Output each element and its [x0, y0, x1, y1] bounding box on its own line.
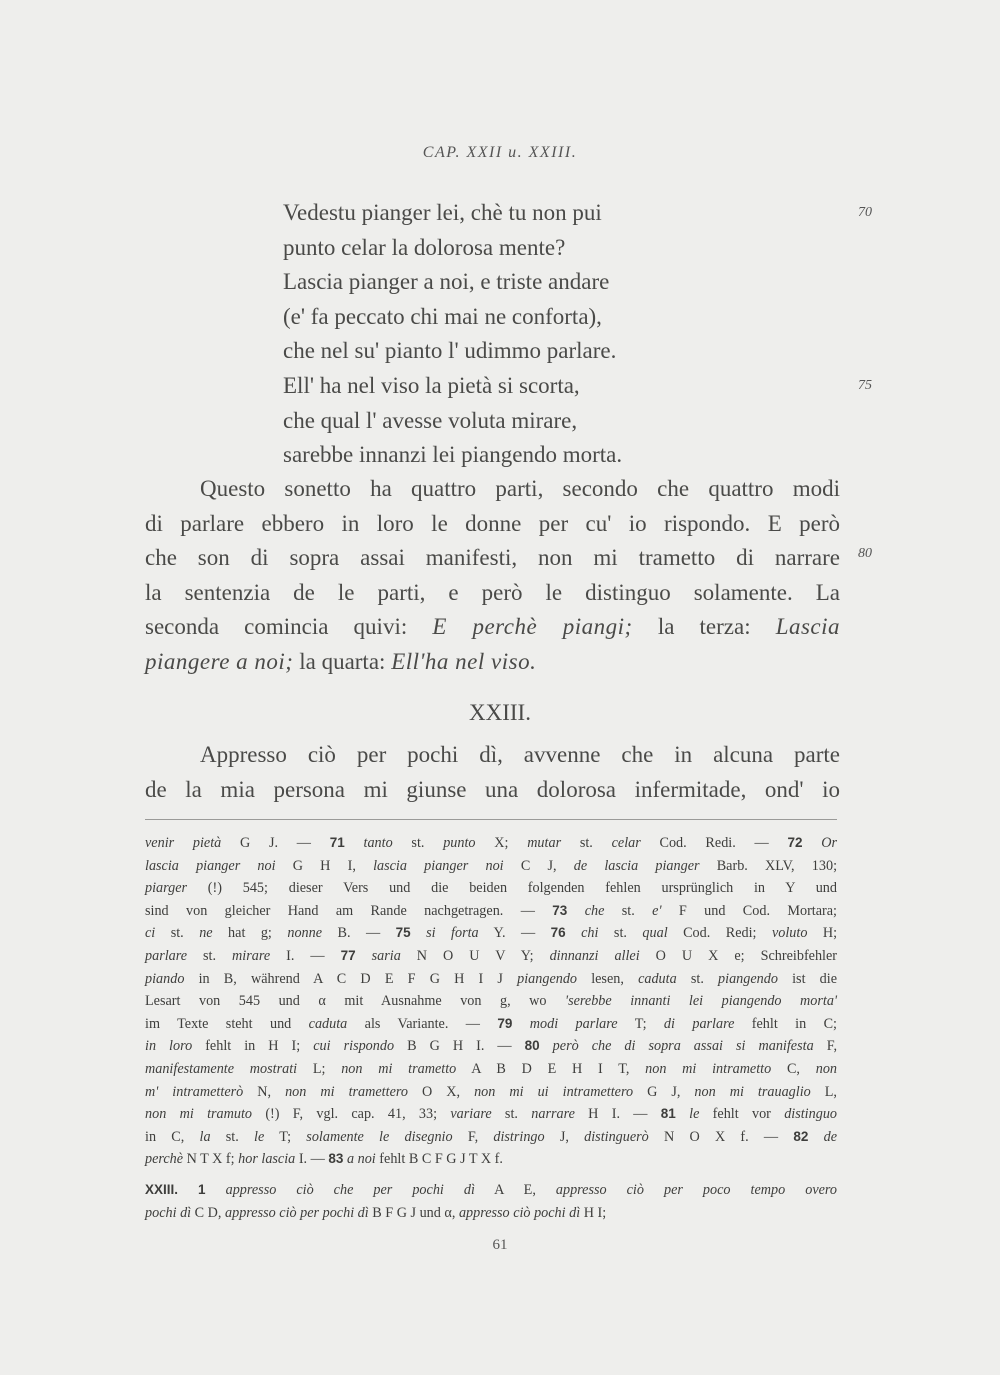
apparatus-text	[676, 1106, 689, 1122]
variant-reading: solamente le disegnio	[306, 1128, 453, 1145]
line-reference: 72	[787, 835, 803, 850]
prose-line: la sentenzia de le parti, e però le distinguo solamente. La	[145, 579, 840, 605]
apparatus-text: H I. —	[574, 1106, 661, 1123]
apparatus-text: J,	[544, 1128, 585, 1145]
variant-reading: voluto	[771, 925, 808, 942]
apparatus-text	[206, 1182, 226, 1198]
sonnet-part-quote: Lascia	[775, 614, 841, 640]
apparatus-text: H I;	[580, 1204, 607, 1221]
verse-line: sarebbe innanzi lei piangendo morta.	[283, 442, 623, 468]
page-number: 61	[492, 1237, 508, 1253]
variant-reading: non mi tramettero	[285, 1083, 408, 1100]
apparatus-text: G H I,	[275, 857, 374, 874]
line-reference: 1	[198, 1181, 206, 1197]
prose-text: la terza:	[657, 614, 751, 640]
apparatus-text: in C,	[145, 1128, 200, 1145]
variant-reading: distinguerò	[584, 1128, 649, 1145]
apparatus-text: N,	[243, 1083, 286, 1100]
apparatus-text: X;	[475, 835, 528, 851]
chapter-heading: XXIII.	[469, 700, 531, 725]
critical-apparatus	[145, 832, 837, 1224]
line-reference: 79	[497, 1015, 513, 1031]
variant-reading: in loro	[145, 1038, 193, 1055]
apparatus-text: G J,	[633, 1083, 695, 1100]
variant-reading: non mi intrametto	[645, 1060, 772, 1077]
variant-reading: mirare	[232, 947, 271, 964]
variant-reading: non mi tramuto	[145, 1106, 253, 1123]
apparatus-line	[145, 1035, 837, 1058]
apparatus-text: sind von gleicher Hand am Rande nachgetragen. —	[145, 902, 553, 919]
variant-reading: non mi ui intramettero	[474, 1083, 634, 1100]
apparatus-text: G J. —	[221, 835, 330, 851]
apparatus-line	[145, 1126, 837, 1149]
apparatus-text: fehlt in C;	[734, 1015, 837, 1032]
footnote-divider	[145, 819, 837, 820]
variant-reading: però che di sopra assai si manifesta	[552, 1038, 814, 1055]
variant-reading: tanto	[363, 835, 393, 851]
running-head: CAP. XXII u. XXIII.	[422, 144, 578, 161]
variant-reading: nonne	[287, 925, 323, 942]
verse-line: Vedestu pianger lei, chè tu non pui	[283, 200, 602, 225]
variant-reading: variare	[450, 1106, 492, 1123]
apparatus-line	[145, 832, 837, 855]
variant-reading: non	[815, 1060, 837, 1077]
variant-reading: parlare	[145, 947, 188, 964]
variant-reading: de lascia pianger	[573, 857, 700, 874]
apparatus-line	[145, 855, 837, 878]
apparatus-line	[145, 922, 837, 945]
variant-reading: caduta	[638, 970, 677, 987]
apparatus-text: st.	[598, 925, 643, 942]
variant-reading: 'serebbe innanti lei piangendo morta'	[565, 993, 837, 1010]
variant-reading: si forta	[426, 925, 479, 942]
variant-reading: hor lascia	[238, 1151, 296, 1168]
line-reference: 73	[552, 902, 568, 918]
apparatus-text: L;	[297, 1060, 342, 1077]
apparatus-text: als Variante. —	[347, 1015, 498, 1032]
prose-text: seconda comincia quivi:	[145, 614, 408, 640]
prose-line: Questo sonetto ha quattro parti, secondo che quattro modi	[200, 476, 840, 501]
apparatus-text: N O X f. —	[648, 1128, 794, 1145]
variant-reading: manifestamente mostrati	[145, 1060, 298, 1077]
variant-reading: non mi trauaglio	[694, 1083, 811, 1100]
variant-reading: appresso ciò pochi dì	[458, 1204, 581, 1221]
variant-reading: de	[823, 1128, 838, 1145]
variant-reading: piarger	[145, 880, 188, 897]
verse-line: Ell' ha nel viso la pietà si scorta,	[283, 372, 580, 398]
apparatus-text: N T X f;	[183, 1151, 239, 1168]
verse-line: punto celar la dolorosa mente?	[283, 234, 566, 260]
verse-line: Lascia pianger a noi, e triste andare	[283, 269, 610, 295]
variant-reading: che	[584, 902, 605, 919]
variant-reading: dinnanzi allei	[549, 947, 640, 964]
apparatus-line	[145, 1179, 837, 1202]
line-reference: 75	[395, 925, 411, 941]
variant-reading: saria	[371, 947, 401, 964]
prose-line	[145, 645, 840, 680]
apparatus-text: F und Cod. Mortara;	[661, 902, 838, 919]
apparatus-text: O X,	[407, 1083, 475, 1100]
prose-line: de la mia persona mi giunse una dolorosa infermitade, ond' io	[145, 776, 840, 802]
apparatus-text: Cod. Redi;	[667, 925, 772, 942]
variant-reading: distringo	[493, 1128, 545, 1145]
apparatus-text: T;	[617, 1015, 664, 1032]
apparatus-text	[411, 925, 426, 941]
apparatus-text: Cod. Redi. —	[640, 835, 788, 851]
apparatus-text: A E,	[474, 1181, 556, 1198]
apparatus-text: st.	[210, 1128, 255, 1145]
variant-reading: e'	[652, 902, 662, 919]
variant-reading: modi parlare	[529, 1015, 618, 1032]
apparatus-text: L,	[810, 1083, 837, 1100]
apparatus-text	[808, 1129, 823, 1145]
apparatus-text: C D,	[191, 1204, 226, 1221]
variant-reading: cui rispondo	[313, 1038, 395, 1055]
apparatus-text: fehlt vor	[699, 1106, 785, 1123]
apparatus-text: st.	[187, 947, 233, 964]
apparatus-line	[145, 1058, 837, 1081]
apparatus-text: C J,	[503, 857, 574, 874]
prose-line: di parlare ebbero in loro le donne per cu' io rispondo. E però	[145, 510, 840, 536]
prose-paragraph-chapter-xxiii	[145, 738, 840, 807]
variant-reading: caduta	[308, 1015, 348, 1032]
variant-reading: celar	[611, 835, 641, 851]
apparatus-text: I. —	[295, 1151, 329, 1168]
line-number-75: 75	[858, 378, 872, 393]
apparatus-text: H;	[807, 925, 838, 942]
variant-reading: chi	[581, 925, 599, 942]
line-reference: 76	[550, 925, 566, 941]
variant-reading: qual	[642, 925, 668, 942]
apparatus-text: (!) F, vgl. cap. 41, 33;	[252, 1106, 451, 1123]
apparatus-text: st.	[392, 835, 444, 851]
line-reference: 80	[524, 1038, 540, 1054]
apparatus-text	[345, 835, 364, 851]
apparatus-text	[802, 835, 821, 851]
line-reference: 71	[329, 835, 345, 850]
apparatus-text: O U X e; Schreibfehler	[639, 947, 838, 964]
apparatus-line	[145, 1202, 837, 1225]
verse-line: che nel su' pianto l' udimmo parlare.	[283, 338, 617, 364]
line-reference: 77	[340, 947, 356, 963]
apparatus-text: F,	[452, 1128, 494, 1145]
variant-reading: distinguo	[784, 1106, 838, 1123]
apparatus-text: (!) 545; dieser Vers und die beiden folgenden fehlen ursprünglich in Y und	[187, 880, 837, 897]
apparatus-text: fehlt in H I;	[192, 1038, 314, 1055]
apparatus-text	[567, 903, 584, 919]
prose-text: la quarta:	[299, 648, 386, 674]
sonnet-verse	[283, 196, 713, 473]
apparatus-text: Barb. XLV, 130;	[699, 857, 838, 874]
variant-reading: a noi	[346, 1151, 376, 1168]
apparatus-line	[145, 1081, 837, 1104]
variant-reading: appresso ciò per poco tempo overo	[555, 1181, 837, 1198]
variant-reading: non mi trametto	[341, 1060, 457, 1077]
apparatus-line	[145, 900, 837, 923]
apparatus-text	[566, 925, 581, 941]
apparatus-text	[178, 1182, 198, 1198]
apparatus-text: st.	[491, 1106, 532, 1123]
variant-reading: le	[689, 1106, 700, 1123]
variant-reading: venir pietà	[145, 835, 222, 851]
apparatus-text: st.	[604, 902, 653, 919]
apparatus-line	[145, 877, 837, 900]
prose-line	[145, 610, 840, 645]
apparatus-text: Lesart von 545 und α mit Ausnahme von g, wo	[145, 993, 566, 1010]
variant-reading: ci	[145, 925, 156, 942]
variant-reading: la	[199, 1128, 211, 1145]
apparatus-text: im Texte steht und	[145, 1015, 309, 1032]
apparatus-text: B F G J und α,	[368, 1204, 459, 1221]
apparatus-text: Y. —	[478, 925, 551, 942]
variant-reading: m' intrametterò	[145, 1083, 244, 1100]
line-reference: 83	[328, 1151, 344, 1167]
variant-reading: Or	[821, 835, 838, 851]
apparatus-line	[145, 945, 837, 968]
apparatus-text: B. —	[322, 925, 396, 942]
line-number-70: 70	[858, 205, 872, 220]
apparatus-line	[145, 990, 837, 1013]
variant-reading: appresso ciò che per pochi dì	[225, 1181, 475, 1198]
variant-reading: pochi dì	[145, 1204, 192, 1221]
variant-reading: lascia pianger noi	[145, 857, 276, 874]
apparatus-text: st.	[561, 835, 612, 851]
variant-reading: piangendo	[718, 970, 778, 987]
line-reference: 82	[793, 1128, 809, 1144]
apparatus-text: ist die	[777, 970, 838, 987]
sonnet-part-quote: piangere a noi;	[145, 648, 294, 674]
apparatus-text: st.	[155, 925, 200, 942]
variant-reading: perchè	[145, 1151, 184, 1168]
variant-reading: piangendo	[517, 970, 578, 987]
apparatus-line	[145, 1148, 837, 1171]
apparatus-line	[145, 968, 837, 991]
apparatus-text: F,	[813, 1038, 837, 1055]
variant-reading: lascia pianger noi	[373, 857, 504, 874]
variant-reading: piando	[145, 970, 185, 987]
variant-reading: narrare	[531, 1106, 575, 1123]
variant-reading: mutar	[527, 835, 562, 851]
line-reference: 81	[660, 1106, 676, 1122]
apparatus-text: in B, während A C D E F G H I J	[184, 970, 518, 987]
line-reference: XXIII.	[145, 1181, 179, 1197]
apparatus-text	[540, 1038, 553, 1054]
line-number-80: 80	[858, 546, 872, 561]
apparatus-text: C,	[771, 1060, 816, 1077]
apparatus-text	[356, 948, 372, 964]
variant-reading: di parlare	[663, 1015, 735, 1032]
apparatus-text: B G H I. —	[394, 1038, 525, 1055]
prose-paragraph-commentary	[145, 472, 840, 680]
sonnet-part-quote: E perchè piangi;	[432, 614, 633, 640]
apparatus-text: A B D E H I T,	[456, 1060, 646, 1077]
apparatus-text: fehlt B C F G J T X f.	[375, 1151, 503, 1168]
apparatus-text: T;	[264, 1128, 307, 1145]
variant-reading: appresso ciò per pochi dì	[225, 1204, 369, 1221]
apparatus-text: I. —	[270, 947, 341, 964]
prose-line: che son di sopra assai manifesti, non mi trametto di narrare	[145, 545, 840, 571]
verse-line: che qual l' avesse voluta mirare,	[283, 407, 578, 433]
prose-line: Appresso ciò per pochi dì, avvenne che in alcuna parte	[200, 742, 840, 767]
apparatus-text: st.	[676, 970, 719, 987]
variant-reading: ne	[199, 925, 213, 942]
sonnet-part-quote: Ell'ha nel viso.	[391, 648, 537, 674]
apparatus-line	[145, 1103, 837, 1126]
apparatus-line	[145, 1013, 837, 1036]
apparatus-text	[512, 1016, 529, 1032]
variant-reading: punto	[443, 835, 476, 851]
apparatus-text: hat g;	[212, 925, 288, 942]
apparatus-text: N O U V Y;	[400, 947, 550, 964]
variant-reading: le	[254, 1128, 265, 1145]
apparatus-text: lesen,	[577, 970, 639, 987]
verse-line: (e' fa peccato chi mai ne conforta),	[283, 303, 602, 329]
